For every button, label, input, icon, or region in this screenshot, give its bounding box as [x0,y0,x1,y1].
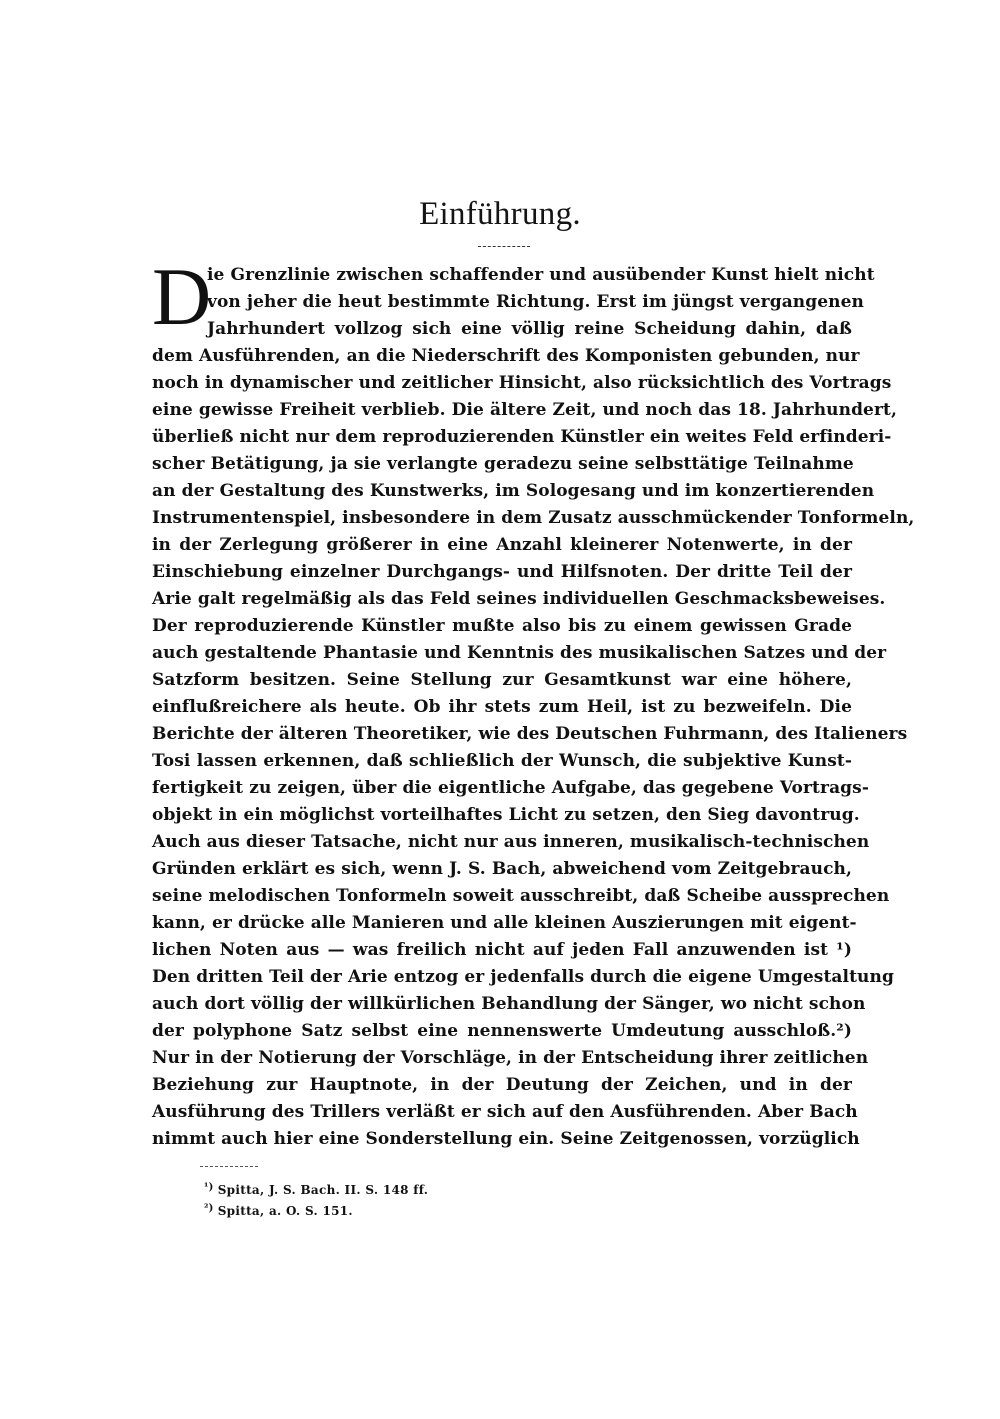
text-line: Der reproduzierende Künstler mußte also bis zu einem gewissen Grade [152,616,852,636]
text-line: ie Grenzlinie zwischen schaffender und ausübender Kunst hielt nicht [207,265,875,285]
text-line: Arie galt regelmäßig als das Feld seines individuellen Geschmacksbeweises. [152,589,886,609]
text-line: einflußreichere als heute. Ob ihr stets zum Heil, ist zu bezweifeln. Die [152,697,852,717]
text-line: von jeher die heut bestimmte Richtung. Erst im jüngst vergangenen [207,292,865,312]
footnote-text: Spitta, a. O. S. 151. [217,1204,353,1218]
text-line: Nur in der Notierung der Vorschläge, in der Entscheidung ihrer zeitlichen [152,1048,869,1068]
text-line: Beziehung zur Hauptnote, in der Deutung der Zeichen, und in der [152,1075,852,1095]
text-line: der polyphone Satz selbst eine nennenswerte Umdeutung ausschloß.²) [152,1021,852,1041]
text-line: Satzform besitzen. Seine Stellung zur Gesamtkunst war eine höhere, [152,670,852,690]
text-line: Gründen erklärt es sich, wenn J. S. Bach, abweichend vom Zeitgebrauch, [152,859,852,879]
text-line: objekt in ein möglichst vorteilhaftes Licht zu setzen, den Sieg davontrug. [152,805,860,825]
text-line: Einschiebung einzelner Durchgangs- und Hilfsnoten. Der dritte Teil der [152,562,852,582]
text-line: auch gestaltende Phantasie und Kenntnis des musikalischen Satzes und der [152,643,887,663]
footnote-separator [200,1166,258,1167]
text-line: Ausführung des Trillers verläßt er sich auf den Ausführenden. Aber Bach [152,1102,858,1122]
text-line: kann, er drücke alle Manieren und alle kleinen Auszierungen mit eigent- [152,913,857,933]
text-line: Berichte der älteren Theoretiker, wie des Deutschen Fuhrmann, des Italieners [152,724,908,744]
text-line: lichen Noten aus — was freilich nicht auf jeden Fall anzuwenden ist ¹) [152,940,852,960]
footnote-marker: ¹) [204,1182,214,1193]
text-line: Den dritten Teil der Arie entzog er jedenfalls durch die eigene Umgestaltung [152,967,894,987]
footnote-text: Spitta, J. S. Bach. II. S. 148 ff. [217,1183,429,1197]
drop-cap: D [152,251,212,342]
text-line: auch dort völlig der willkürlichen Behandlung der Sänger, wo nicht schon [152,994,866,1014]
text-line: Auch aus dieser Tatsache, nicht nur aus inneren, musikalisch-technischen [152,832,870,852]
title-ornament-rule [478,246,530,247]
text-line: seine melodischen Tonformeln soweit ausschreibt, daß Scheibe aussprechen [152,886,890,906]
footnote [204,1203,353,1218]
text-line: fertigkeit zu zeigen, über die eigentliche Aufgabe, das gegebene Vortrags- [152,778,869,798]
text-line: Instrumentenspiel, insbesondere in dem Zusatz ausschmückender Tonformeln, [152,508,915,528]
text-line: an der Gestaltung des Kunstwerks, im Sologesang und im konzertierenden [152,481,875,501]
footnote [204,1182,428,1197]
chapter-title: Einführung. [419,196,581,232]
text-line: noch in dynamischer und zeitlicher Hinsicht, also rücksichtlich des Vortrags [152,373,892,393]
text-line: überließ nicht nur dem reproduzierenden Künstler ein weites Feld erfinderi- [152,427,892,447]
text-line: Tosi lassen erkennen, daß schließlich der Wunsch, die subjektive Kunst- [152,751,852,771]
text-line: eine gewisse Freiheit verblieb. Die ältere Zeit, und noch das 18. Jahrhundert, [152,400,897,420]
text-line: Jahrhundert vollzog sich eine völlig reine Scheidung dahin, daß [207,319,852,339]
text-line: nimmt auch hier eine Sonderstellung ein. Seine Zeitgenossen, vorzüglich [152,1129,860,1149]
footnote-marker: ²) [204,1203,214,1214]
text-line: dem Ausführenden, an die Niederschrift des Komponisten gebunden, nur [152,346,860,366]
body-paragraph [152,251,915,1153]
text-line: in der Zerlegung größerer in eine Anzahl kleinerer Notenwerte, in der [152,535,852,555]
text-line: scher Betätigung, ja sie verlangte geradezu seine selbsttätige Teilnahme [152,454,854,474]
